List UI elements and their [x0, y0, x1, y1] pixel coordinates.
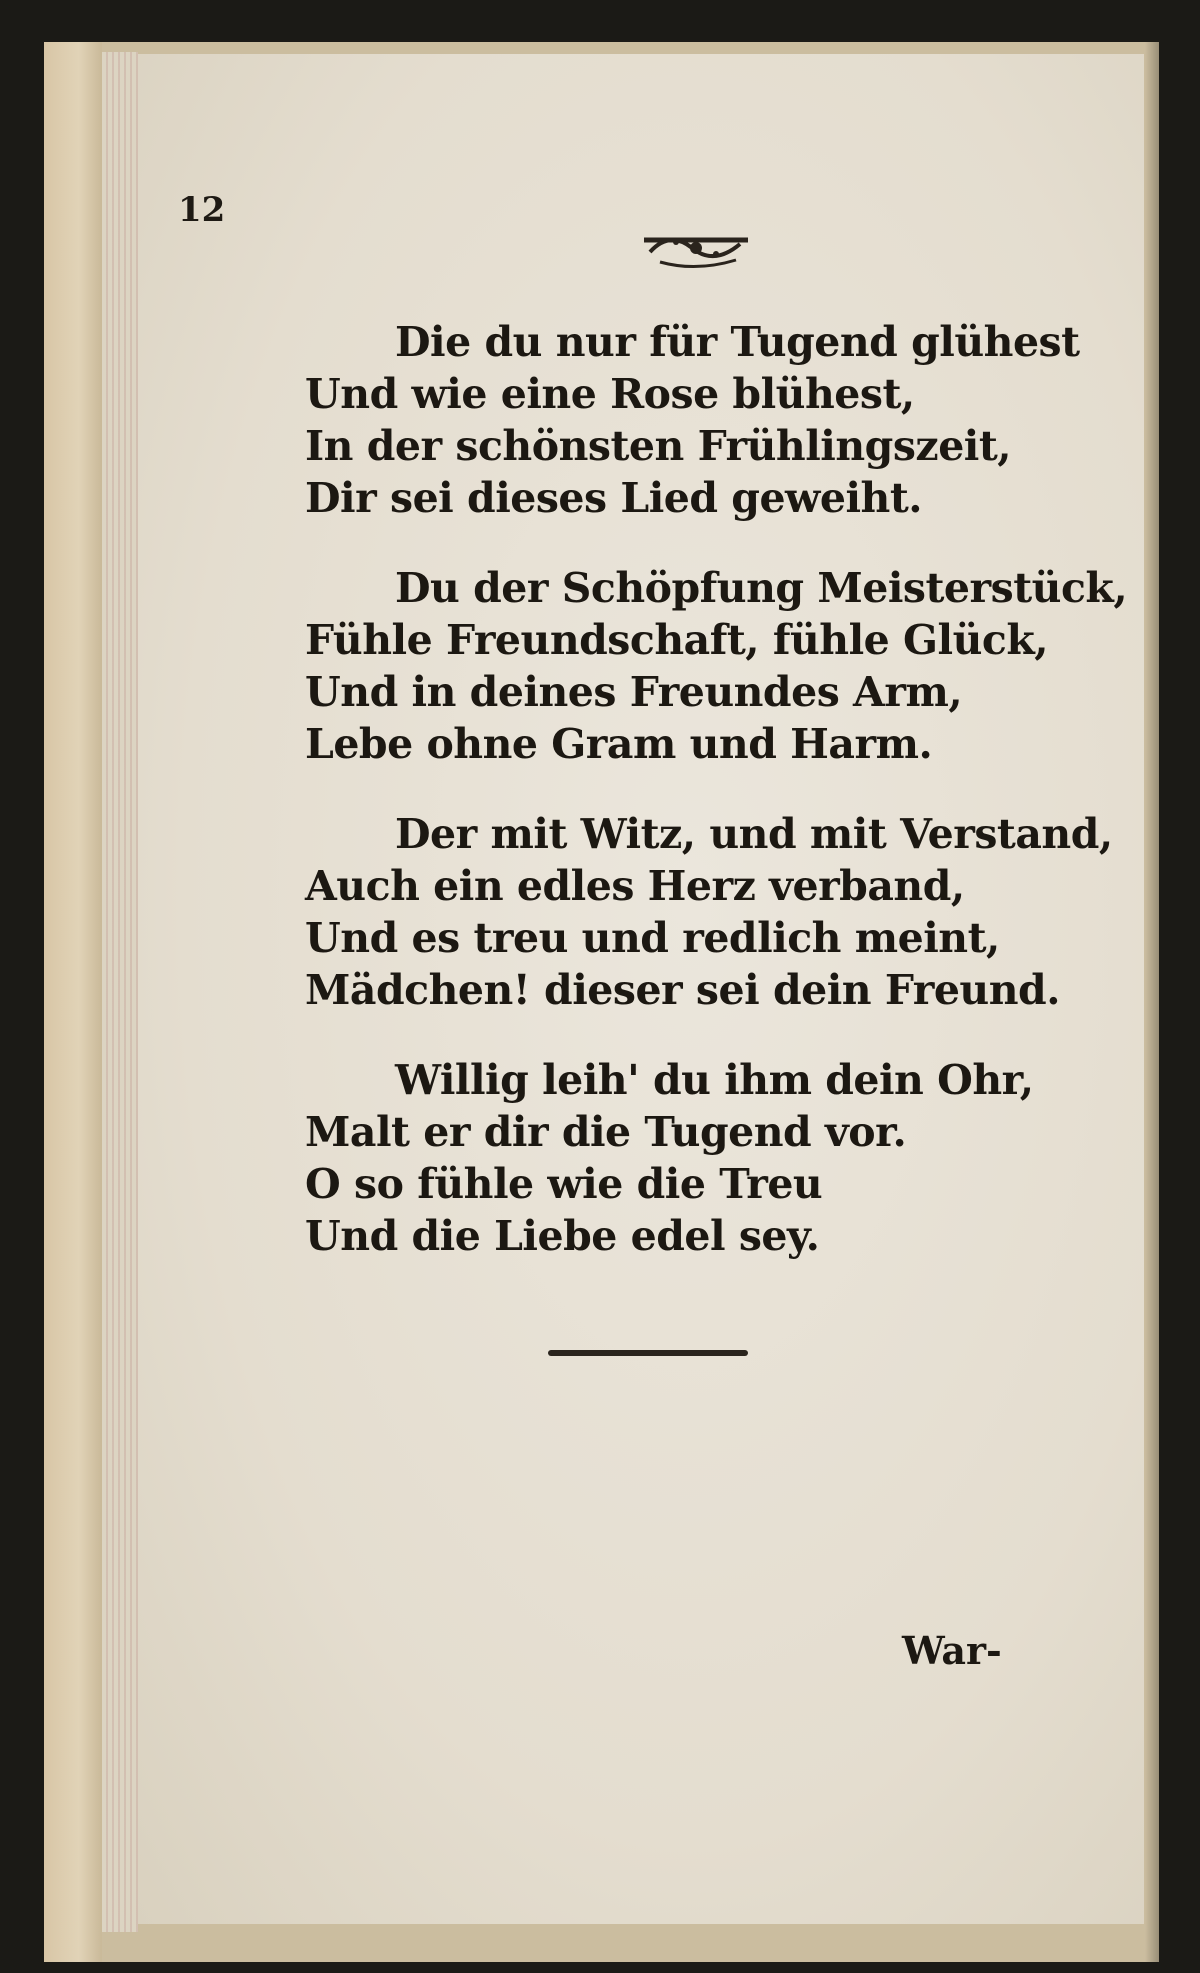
- poem-line: Die du nur für Tugend glühest: [395, 318, 1080, 366]
- poem-line: Fühle Freundschaft, fühle Glück,: [305, 616, 1049, 664]
- poem-line: Und in deines Freundes Arm,: [305, 668, 963, 716]
- catchword: War-: [902, 1628, 1002, 1673]
- poem-line: Auch ein edles Herz verband,: [305, 862, 965, 910]
- stanza-3: [305, 808, 1113, 1016]
- stanza-2: [305, 562, 1128, 770]
- poem-line: Und es treu und redlich meint,: [305, 914, 1000, 962]
- printer-ornament-icon: [640, 222, 752, 272]
- poem-line: Der mit Witz, und mit Verstand,: [395, 810, 1113, 858]
- poem-line: Lebe ohne Gram und Harm.: [305, 720, 933, 768]
- poem-line: Malt er dir die Tugend vor.: [305, 1108, 907, 1156]
- poem-line: Du der Schöpfung Meisterstück,: [395, 564, 1128, 612]
- poem-line: Und die Liebe edel sey.: [305, 1212, 820, 1260]
- poem-line: Willig leih' du ihm dein Ohr,: [395, 1056, 1034, 1104]
- book-cover-edge: [44, 42, 102, 1962]
- poem-line: In der schönsten Frühlingszeit,: [305, 422, 1012, 470]
- section-divider-rule: [548, 1350, 748, 1356]
- poem-line: Und wie eine Rose blühest,: [305, 370, 915, 418]
- stanza-1: [305, 316, 1080, 524]
- poem: [305, 316, 1128, 1300]
- poem-line: Dir sei dieses Lied geweiht.: [305, 474, 923, 522]
- stanza-4: [305, 1054, 1065, 1262]
- page-gutter-shadow: [1145, 42, 1159, 1962]
- page-stack-edges: [102, 52, 138, 1932]
- poem-line: Mädchen! dieser sei dein Freund.: [305, 966, 1060, 1014]
- poem-line: O so fühle wie die Treu: [305, 1160, 823, 1208]
- page-number: 12: [178, 190, 226, 230]
